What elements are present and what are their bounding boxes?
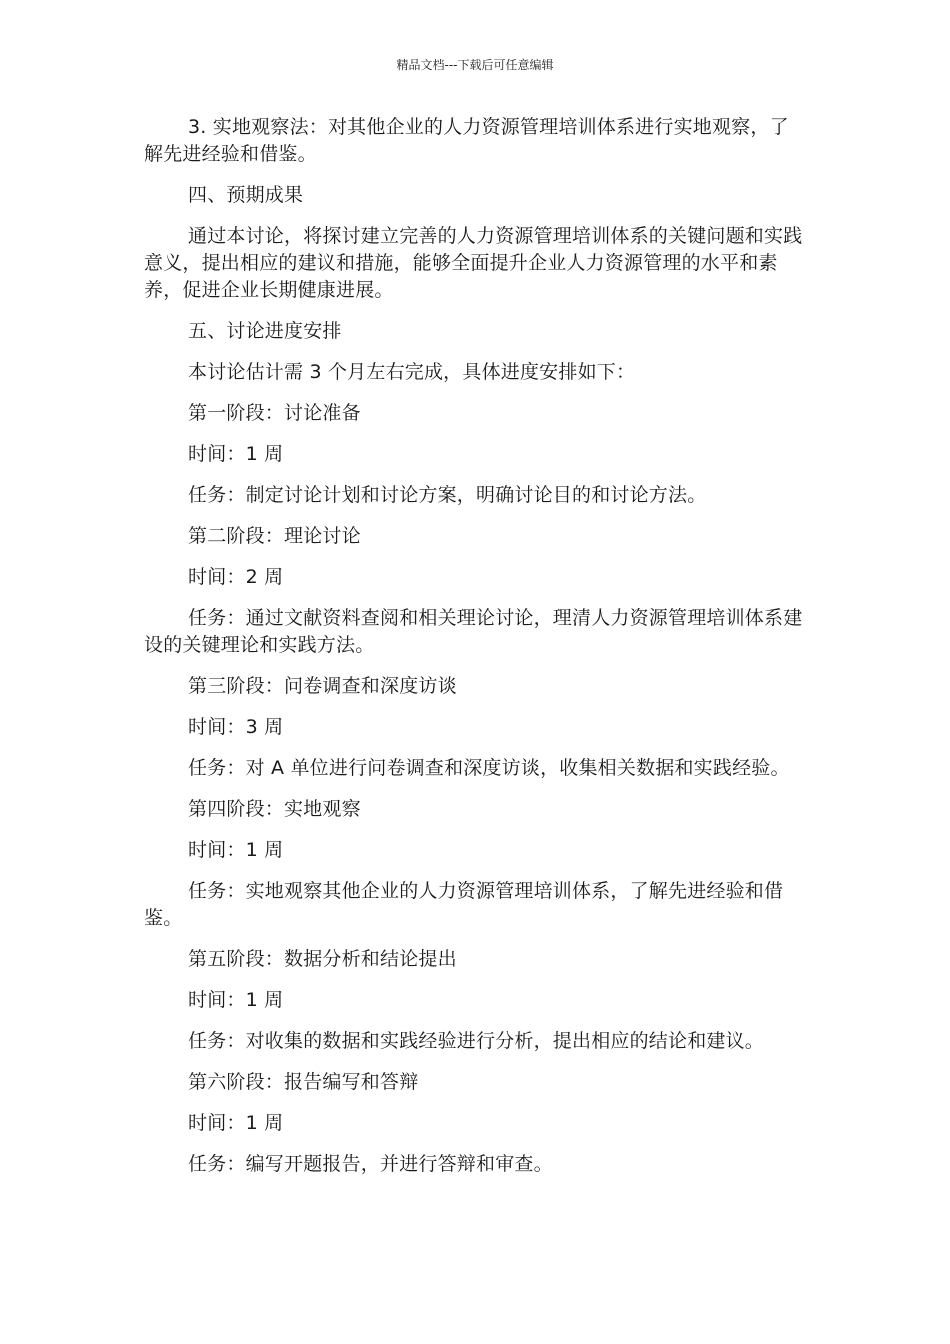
stage-4-title: 第四阶段：实地观察: [188, 798, 361, 820]
stage-6-time: 时间：1 周: [188, 1112, 284, 1134]
paragraph-expected-results: 通过本讨论，将探讨建立完善的人力资源管理培训体系的关键问题和实践意义，提出相应的建议和措施，能够全面提升企业人力资源管理的水平和素养，促进企业长期健康进展。: [144, 225, 803, 301]
paragraph-method-observation: 3. 实地观察法：对其他企业的人力资源管理培训体系进行实地观察，了解先进经验和借鉴。: [144, 116, 789, 165]
stage-3-task: 任务：对 A 单位进行问卷调查和深度访谈，收集相关数据和实践经验。: [188, 757, 790, 779]
paragraph-schedule-intro: 本讨论估计需 3 个月左右完成，具体进度安排如下：: [188, 361, 636, 383]
stage-1-task: 任务：制定讨论计划和讨论方案，明确讨论目的和讨论方法。: [188, 484, 707, 506]
stage-1-time: 时间：1 周: [188, 443, 284, 465]
stage-4-task: 任务：实地观察其他企业的人力资源管理培训体系，了解先进经验和借鉴。: [144, 880, 784, 929]
stage-4-time: 时间：1 周: [188, 839, 284, 861]
stage-3-time: 时间：3 周: [188, 716, 284, 738]
stage-5-task: 任务：对收集的数据和实践经验进行分析，提出相应的结论和建议。: [188, 1030, 765, 1052]
stage-5-title: 第五阶段：数据分析和结论提出: [188, 948, 457, 970]
stage-2-title: 第二阶段：理论讨论: [188, 525, 361, 547]
page-header: 精品文档---下载后可任意编辑: [396, 58, 554, 72]
section-heading-schedule: 五、讨论进度安排: [188, 320, 342, 342]
document-body: [144, 114, 806, 1192]
stage-2-task: 任务：通过文献资料查阅和相关理论讨论，理清人力资源管理培训体系建设的关键理论和实践方法。: [144, 607, 803, 656]
stage-1-title: 第一阶段：讨论准备: [188, 402, 361, 424]
stage-2-time: 时间：2 周: [188, 566, 284, 588]
stage-3-title: 第三阶段：问卷调查和深度访谈: [188, 675, 457, 697]
stage-6-task: 任务：编写开题报告，并进行答辩和审查。: [188, 1153, 553, 1175]
section-heading-expected-results: 四、预期成果: [188, 184, 304, 206]
stage-5-time: 时间：1 周: [188, 989, 284, 1011]
stage-6-title: 第六阶段：报告编写和答辩: [188, 1071, 419, 1093]
